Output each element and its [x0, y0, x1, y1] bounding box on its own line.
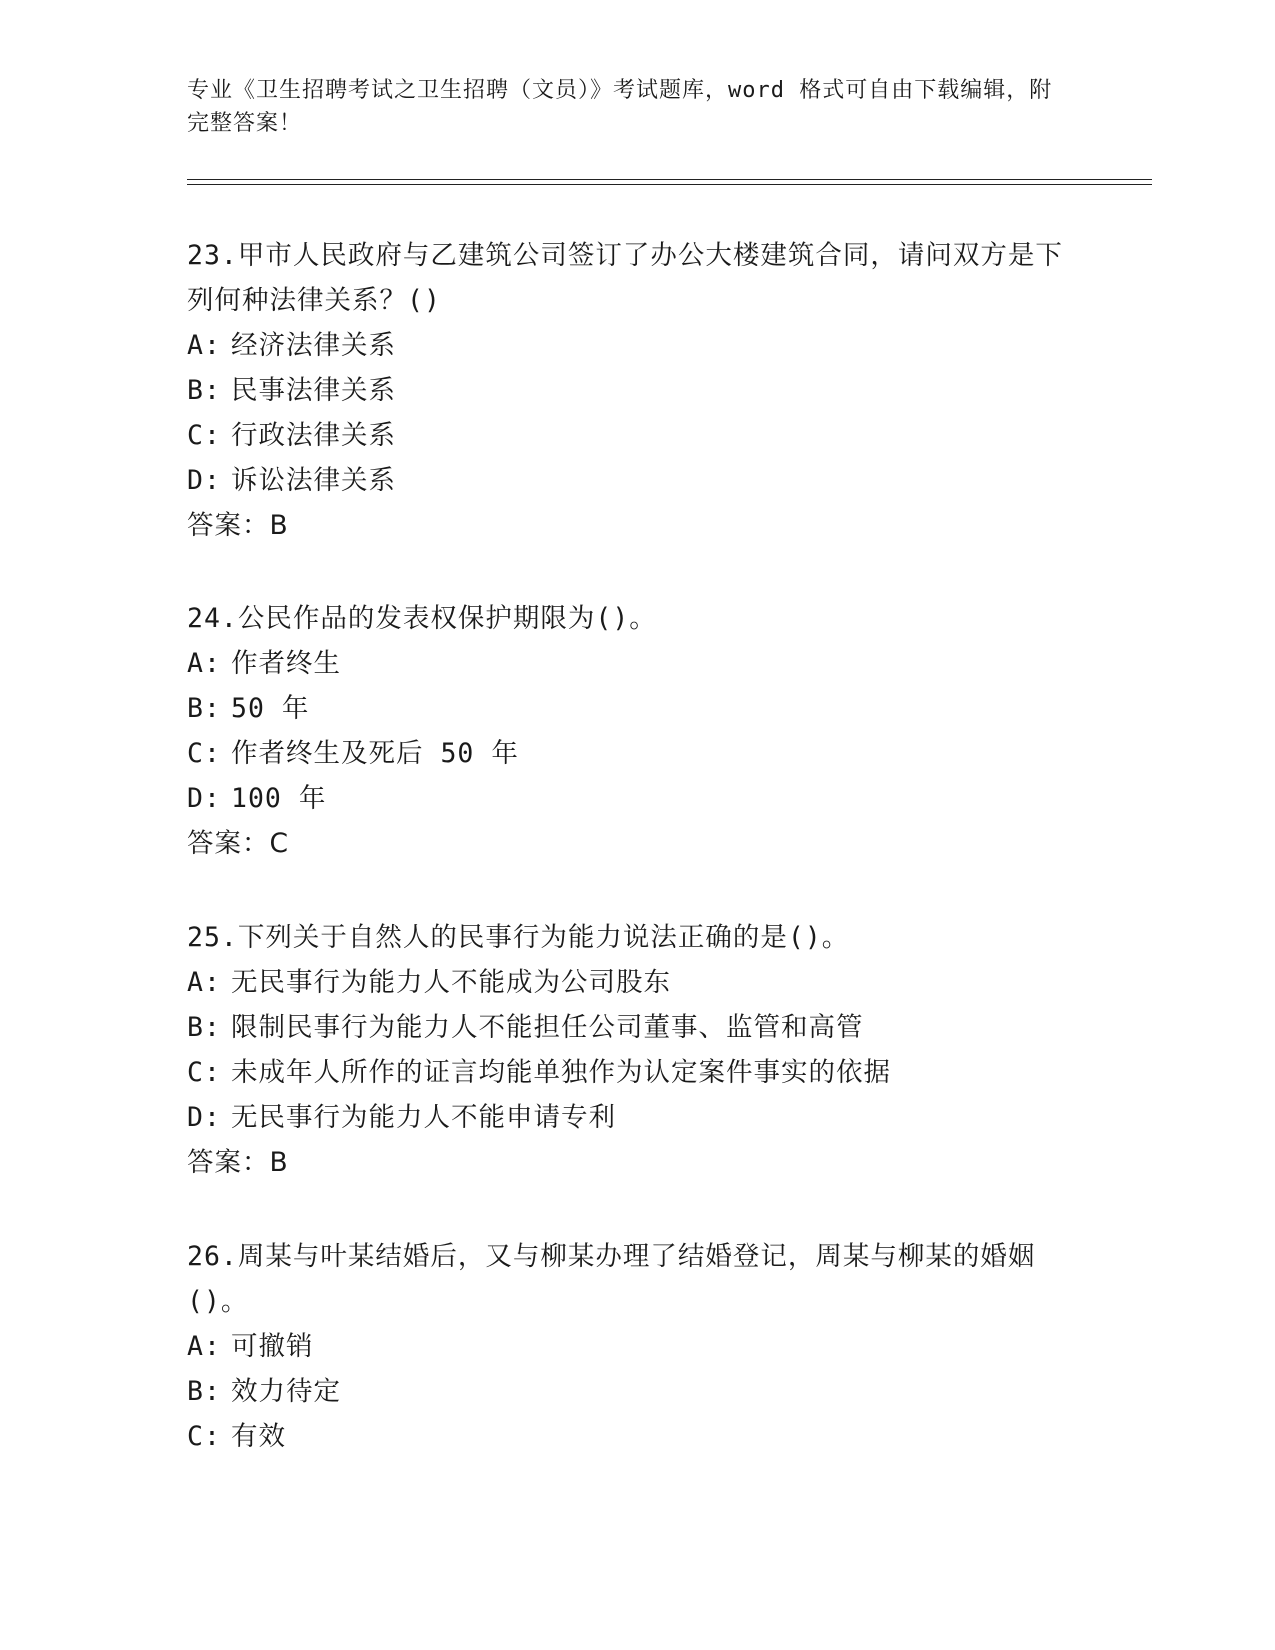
- option-letter: B:: [187, 1376, 221, 1407]
- option-letter: C:: [187, 420, 221, 451]
- option-a: [187, 1324, 1087, 1369]
- option-d: [187, 776, 1087, 821]
- option-letter: C:: [187, 738, 221, 769]
- answer-label: 答案：B: [187, 510, 289, 541]
- document-header: 专业《卫生招聘考试之卫生招聘（文员）》考试题库，word 格式可自由下载编辑，附完整答案！: [187, 78, 1053, 136]
- option-c: [187, 1050, 1087, 1095]
- option-letter: C:: [187, 1421, 221, 1452]
- question-stem: 26.周某与叶某结婚后，又与柳某办理了结婚登记，周某与柳某的婚姻()。: [187, 1241, 1036, 1317]
- option-c: [187, 1414, 1087, 1459]
- answer-label: 答案：B: [187, 1147, 289, 1178]
- option-text: 100 年: [231, 783, 327, 814]
- option-letter: A:: [187, 648, 221, 679]
- option-text: 行政法律关系: [231, 420, 396, 451]
- question-stem: 23.甲市人民政府与乙建筑公司签订了办公大楼建筑合同，请问双方是下列何种法律关系？(): [187, 240, 1063, 316]
- option-a: [187, 960, 1087, 1005]
- option-letter: D:: [187, 465, 221, 496]
- option-text: 50 年: [231, 693, 310, 724]
- option-text: 作者终生及死后 50 年: [231, 738, 519, 769]
- option-letter: B:: [187, 375, 221, 406]
- option-text: 限制民事行为能力人不能担任公司董事、监管和高管: [231, 1012, 864, 1043]
- option-a: [187, 323, 1087, 368]
- option-letter: C:: [187, 1057, 221, 1088]
- question-stem: 24.公民作品的发表权保护期限为()。: [187, 603, 657, 634]
- option-letter: B:: [187, 693, 221, 724]
- option-text: 可撤销: [231, 1331, 314, 1362]
- question-24: [187, 596, 1087, 866]
- header-divider-top: [187, 179, 1152, 180]
- option-text: 无民事行为能力人不能成为公司股东: [231, 967, 671, 998]
- option-b: [187, 368, 1087, 413]
- option-b: [187, 1369, 1087, 1414]
- option-c: [187, 413, 1087, 458]
- option-d: [187, 1095, 1087, 1140]
- option-text: 作者终生: [231, 648, 341, 679]
- option-letter: A:: [187, 967, 221, 998]
- option-text: 经济法律关系: [231, 330, 396, 361]
- question-26: [187, 1234, 1087, 1459]
- option-letter: D:: [187, 1102, 221, 1133]
- option-letter: A:: [187, 330, 221, 361]
- question-stem: 25.下列关于自然人的民事行为能力说法正确的是()。: [187, 922, 850, 953]
- option-text: 有效: [231, 1421, 286, 1452]
- question-25: [187, 915, 1087, 1185]
- option-b: [187, 1005, 1087, 1050]
- option-text: 民事法律关系: [231, 375, 396, 406]
- option-a: [187, 641, 1087, 686]
- option-c: [187, 731, 1087, 776]
- option-letter: B:: [187, 1012, 221, 1043]
- option-text: 无民事行为能力人不能申请专利: [231, 1102, 616, 1133]
- option-d: [187, 458, 1087, 503]
- option-text: 未成年人所作的证言均能单独作为认定案件事实的依据: [231, 1057, 891, 1088]
- answer-label: 答案：C: [187, 828, 290, 859]
- option-letter: D:: [187, 783, 221, 814]
- header-divider-bottom: [187, 184, 1152, 185]
- option-b: [187, 686, 1087, 731]
- question-23: [187, 233, 1087, 548]
- option-letter: A:: [187, 1331, 221, 1362]
- option-text: 诉讼法律关系: [231, 465, 396, 496]
- option-text: 效力待定: [231, 1376, 341, 1407]
